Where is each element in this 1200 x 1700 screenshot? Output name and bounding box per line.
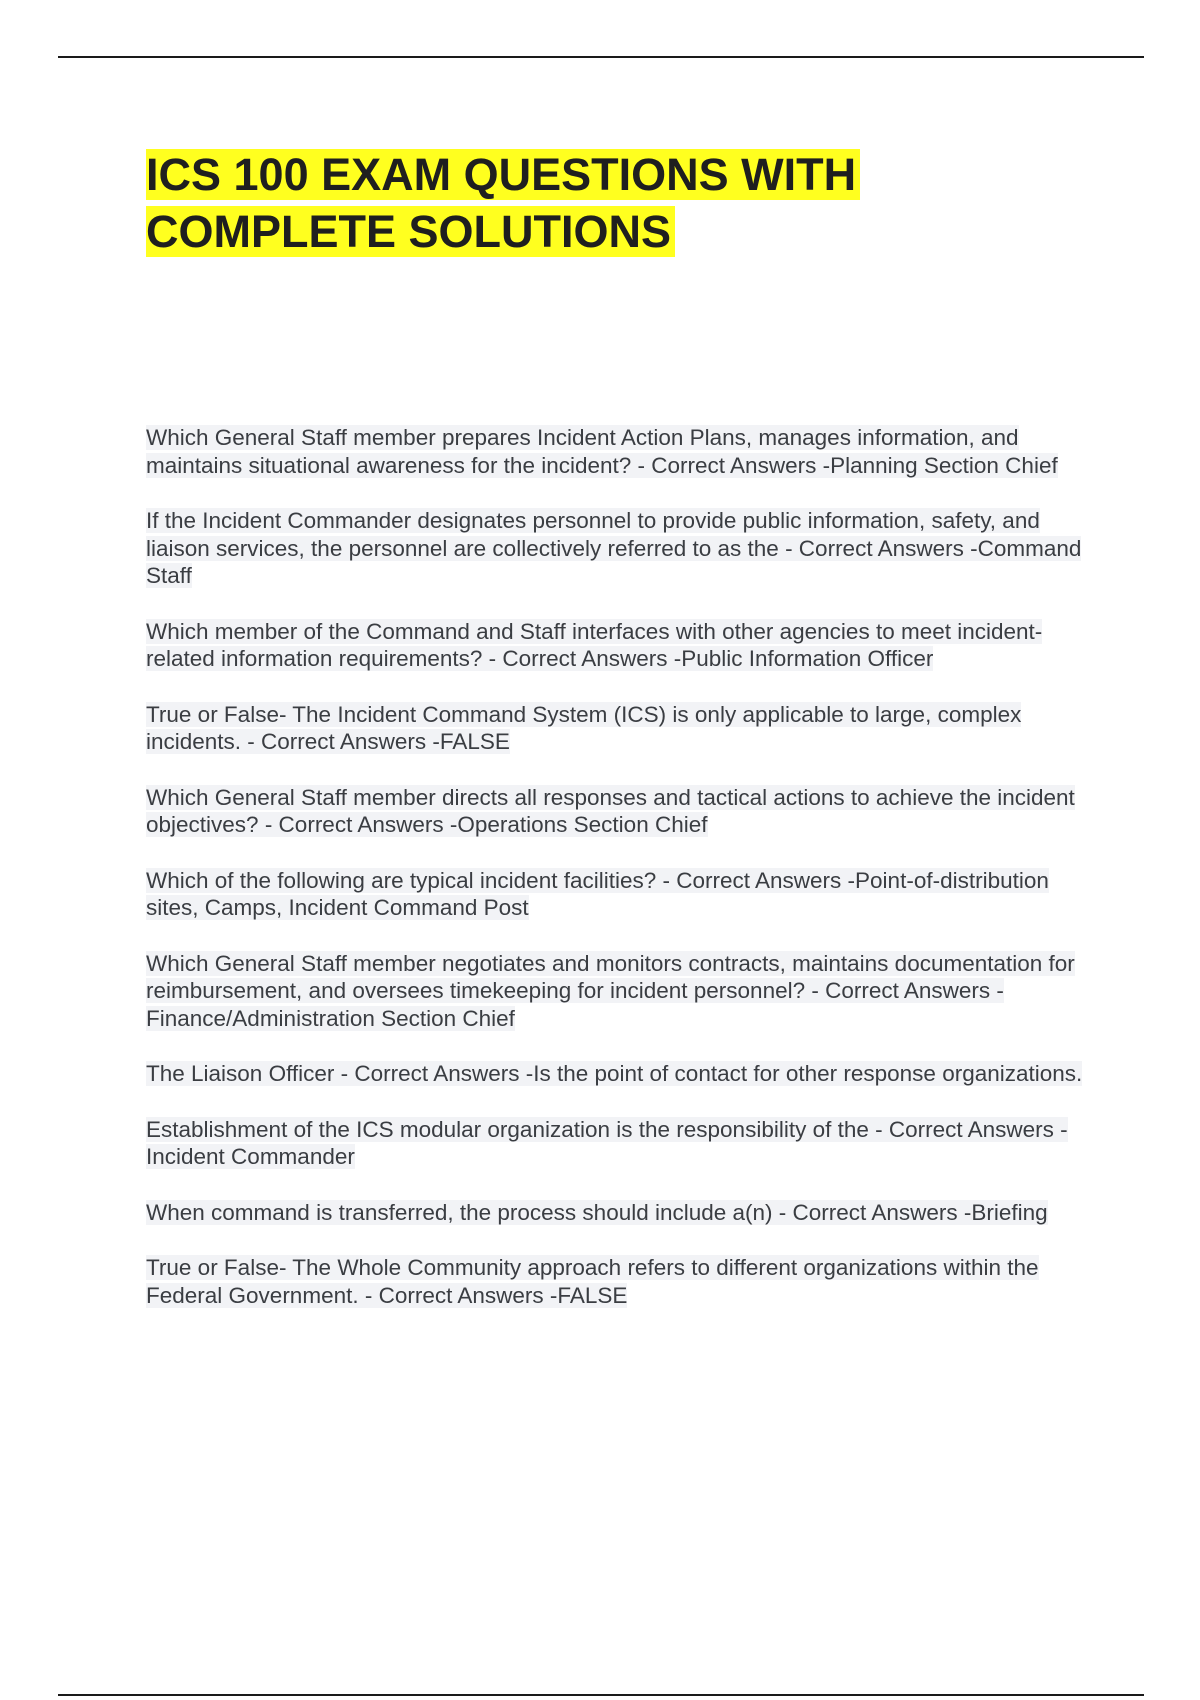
qa-text: Which General Staff member directs all responses and tactical actions to achieve the incident objectives? - Correct Answers -Operations Section Chief xyxy=(146,784,1075,837)
qa-text: Which member of the Command and Staff interfaces with other agencies to meet incident-related information requirements? - Correct Answers -Public Information Officer xyxy=(146,618,1043,671)
qa-item xyxy=(146,1116,1096,1171)
qa-text: If the Incident Commander designates personnel to provide public information, safety, and liaison services, the personnel are collectively referred to as the - Correct Answers -Command Staff xyxy=(146,508,1082,588)
qa-item xyxy=(146,424,1096,479)
qa-text: Which of the following are typical incident facilities? - Correct Answers -Point-of-distribution sites, Camps, Incident Command Post xyxy=(146,867,1049,920)
qa-text: When command is transferred, the process should include a(n) - Correct Answers -Briefing xyxy=(146,1199,1048,1225)
qa-item xyxy=(146,867,1096,922)
qa-item xyxy=(146,701,1096,756)
qa-text: Establishment of the ICS modular organization is the responsibility of the - Correct Answers -Incident Commander xyxy=(146,1116,1068,1169)
qa-item xyxy=(146,784,1096,839)
document-title xyxy=(146,146,1046,260)
title-line-2: COMPLETE SOLUTIONS xyxy=(146,206,672,257)
qa-text: True or False- The Incident Command System (ICS) is only applicable to large, complex incidents. - Correct Answers -FALSE xyxy=(146,701,1022,754)
qa-item xyxy=(146,507,1096,590)
qa-item xyxy=(146,1199,1096,1227)
qa-item xyxy=(146,950,1096,1033)
qa-text: Which General Staff member negotiates and monitors contracts, maintains documentation for reimbursement, and oversees timekeeping for incident personnel? - Correct Answers -Finance/Administration Section Chief xyxy=(146,950,1075,1031)
bottom-rule xyxy=(58,1694,1144,1696)
qa-text: Which General Staff member prepares Incident Action Plans, manages information, and maintains situational awareness for the incident? - Correct Answers -Planning Section Chief xyxy=(146,425,1058,478)
qa-text: The Liaison Officer - Correct Answers -Is the point of contact for other response organizations. xyxy=(146,1061,1083,1086)
qa-item xyxy=(146,1060,1096,1088)
title-highlight xyxy=(146,149,860,257)
qa-item xyxy=(146,618,1096,673)
top-rule xyxy=(58,56,1144,58)
qa-item xyxy=(146,1254,1096,1309)
qa-list xyxy=(146,424,1096,1337)
qa-text: True or False- The Whole Community approach refers to different organizations within the Federal Government. - Correct Answers -FALSE xyxy=(146,1255,1039,1308)
title-line-1: ICS 100 EXAM QUESTIONS WITH xyxy=(146,149,857,200)
